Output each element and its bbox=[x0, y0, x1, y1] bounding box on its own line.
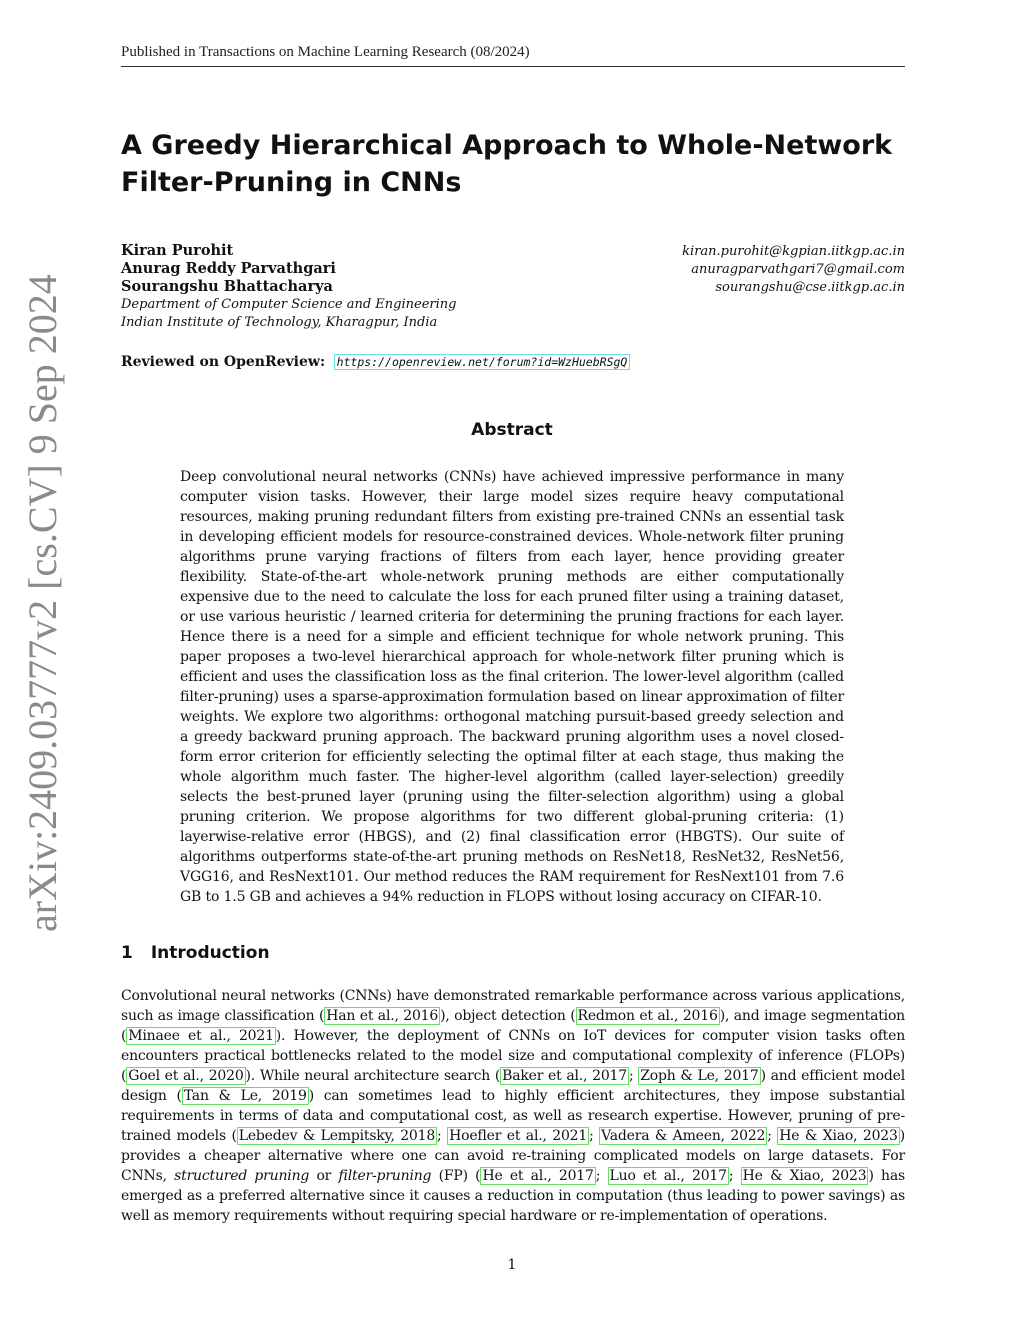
citation-link[interactable]: He & Xiao, 2023 bbox=[779, 1128, 898, 1144]
intro-text: ), object detection ( bbox=[440, 1008, 576, 1024]
citation-link[interactable]: Tan & Le, 2019 bbox=[183, 1088, 307, 1104]
abstract-text: Deep convolutional neural networks (CNNs) have achieved impressive performance in many computer vision tasks. However, their large model sizes require heavy computational resources, making pruning redundant filters from existing pre-trained CNNs an essential task in developing efficient models for resource-constrained devices. Whole-network filter pruning algorithms prune varying fractions of filters from each layer, hence providing greater flexibility. State-of-the-art whole-network pruning methods are either computationally expensive due to the need to calculate the loss for each pruned filter using a training dataset, or use various heuristic / learned criteria for determining the pruning fractions for each layer. Hence there is a need for a simple and efficient technique for whole network pruning. This paper proposes a two-level hierarchical approach for whole-network filter pruning which is efficient and uses the classification loss as the final criterion. The lower-level algorithm (called filter-pruning) uses a sparse-approximation formulation based on linear approximation of filter weights. We explore two algorithms: orthogonal matching pursuit-based greedy selection and a greedy backward pruning approach. The backward pruning algorithm uses a novel closed-form error criterion for efficiently selecting the optimal filter at each stage, thus making the whole algorithm much faster. The higher-level algorithm (called layer-selection) greedily selects the best-pruned layer (pruning using the filter-selection algorithm) using a global pruning criterion. We propose algorithms for two different global-pruning criteria: (1) layerwise-relative error (HBGS), and (2) final classification error (HBGTS). Our suite of algorithms outperforms state-of-the-art pruning methods on ResNet18, ResNet32, ResNet56, VGG16, and ResNext101. Our method reduces the RAM requirement for ResNext101 from 7.6 GB to 1.5 GB and achieves a 94% reduction in FLOPS without losing accuracy on CIFAR-10. bbox=[180, 469, 844, 905]
review-line bbox=[121, 354, 630, 370]
citation-link[interactable]: Lebedev & Lempitsky, 2018 bbox=[238, 1128, 436, 1144]
affiliation-institute: Indian Institute of Technology, Kharagpur, India bbox=[121, 315, 438, 330]
citation-separator: ; bbox=[728, 1168, 741, 1184]
citation-link[interactable]: Minaee et al., 2021 bbox=[128, 1028, 274, 1044]
intro-text: ) can sometimes lead to highly efficient architectures, they impose substantial requirements in terms of data and computational cost, as well as research expertise. However, pruning of pre-trained models ( bbox=[121, 1088, 905, 1144]
author-name: Sourangshu Bhattacharya bbox=[121, 278, 333, 295]
intro-text: ). While neural architecture search ( bbox=[245, 1068, 501, 1084]
citation-link[interactable]: He et al., 2017 bbox=[482, 1168, 594, 1184]
citation-link[interactable]: Vadera & Ameen, 2022 bbox=[601, 1128, 766, 1144]
author-name: Anurag Reddy Parvathgari bbox=[121, 260, 336, 277]
intro-text: ). However, the deployment of CNNs on IoT devices for computer vision tasks often encounters practical bottlenecks related to the model size and computational complexity of inference (FLOPs) ( bbox=[121, 1028, 906, 1084]
abstract-heading: Abstract bbox=[471, 420, 553, 440]
citation-link[interactable]: Baker et al., 2017 bbox=[502, 1068, 627, 1084]
author-block bbox=[121, 242, 905, 332]
citation-link[interactable]: He & Xiao, 2023 bbox=[742, 1168, 867, 1184]
citation-link[interactable]: Luo et al., 2017 bbox=[609, 1168, 727, 1184]
citation-link[interactable]: Han et al., 2016 bbox=[326, 1008, 439, 1024]
author-row bbox=[121, 260, 905, 278]
citation-link[interactable]: Redmon et al., 2016 bbox=[577, 1008, 718, 1024]
author-email[interactable]: anuragparvathgari7@gmail.com bbox=[691, 262, 905, 277]
intro-text: ) and efficient model design ( bbox=[121, 1068, 905, 1104]
author-email[interactable]: sourangshu@cse.iitkgp.ac.in bbox=[715, 280, 905, 295]
intro-text: (FP) ( bbox=[431, 1168, 481, 1184]
section-number: 1 bbox=[121, 943, 133, 963]
author-email[interactable]: kiran.purohit@kgpian.iitkgp.ac.in bbox=[682, 244, 905, 259]
page-number: 1 bbox=[507, 1257, 517, 1273]
intro-text: ) has emerged as a preferred alternative since it causes a reduction in computation (thus leading to power savings) as well as memory requirements without requiring special hardware or re-implementation of operations. bbox=[121, 1168, 905, 1224]
intro-text: Convolutional neural networks (CNNs) have demonstrated remarkable performance across various applications, such as image classification ( bbox=[121, 988, 905, 1024]
citation-link[interactable]: Goel et al., 2020 bbox=[128, 1068, 244, 1084]
intro-paragraph bbox=[121, 986, 905, 1226]
citation-link[interactable]: Zoph & Le, 2017 bbox=[640, 1068, 759, 1084]
paper-title: A Greedy Hierarchical Approach to Whole-Network Filter-Pruning in CNNs bbox=[121, 130, 893, 198]
author-name: Kiran Purohit bbox=[121, 242, 234, 259]
author-row bbox=[121, 278, 905, 296]
intro-text: ), and image segmentation ( bbox=[121, 1008, 906, 1044]
review-label: Reviewed on OpenReview: bbox=[121, 354, 326, 370]
arxiv-identifier-stamp: arXiv:2409.03777v2 [cs.CV] 9 Sep 2024 bbox=[20, 274, 65, 932]
citation-separator: ; bbox=[595, 1168, 608, 1184]
openreview-link[interactable]: https://openreview.net/forum?id=WzHuebRSgQ bbox=[334, 354, 631, 370]
citation-separator: ; bbox=[589, 1128, 600, 1144]
intro-text: or bbox=[309, 1168, 339, 1184]
emphasis-term: structured pruning bbox=[174, 1168, 310, 1184]
running-header: Published in Transactions on Machine Learning Research (08/2024) bbox=[121, 44, 905, 67]
affiliation-department: Department of Computer Science and Engineering bbox=[121, 297, 457, 312]
emphasis-term: filter-pruning bbox=[338, 1168, 432, 1184]
citation-separator: ; bbox=[767, 1128, 778, 1144]
author-row bbox=[121, 242, 905, 260]
section-heading bbox=[121, 943, 270, 963]
citation-separator: ; bbox=[628, 1068, 639, 1084]
intro-text: ) provides a cheaper alternative where one can avoid re-training complicated models on large datasets. For CNNs, bbox=[121, 1128, 905, 1184]
section-title: Introduction bbox=[150, 943, 270, 963]
citation-link[interactable]: Hoefler et al., 2021 bbox=[449, 1128, 588, 1144]
citation-separator: ; bbox=[437, 1128, 448, 1144]
